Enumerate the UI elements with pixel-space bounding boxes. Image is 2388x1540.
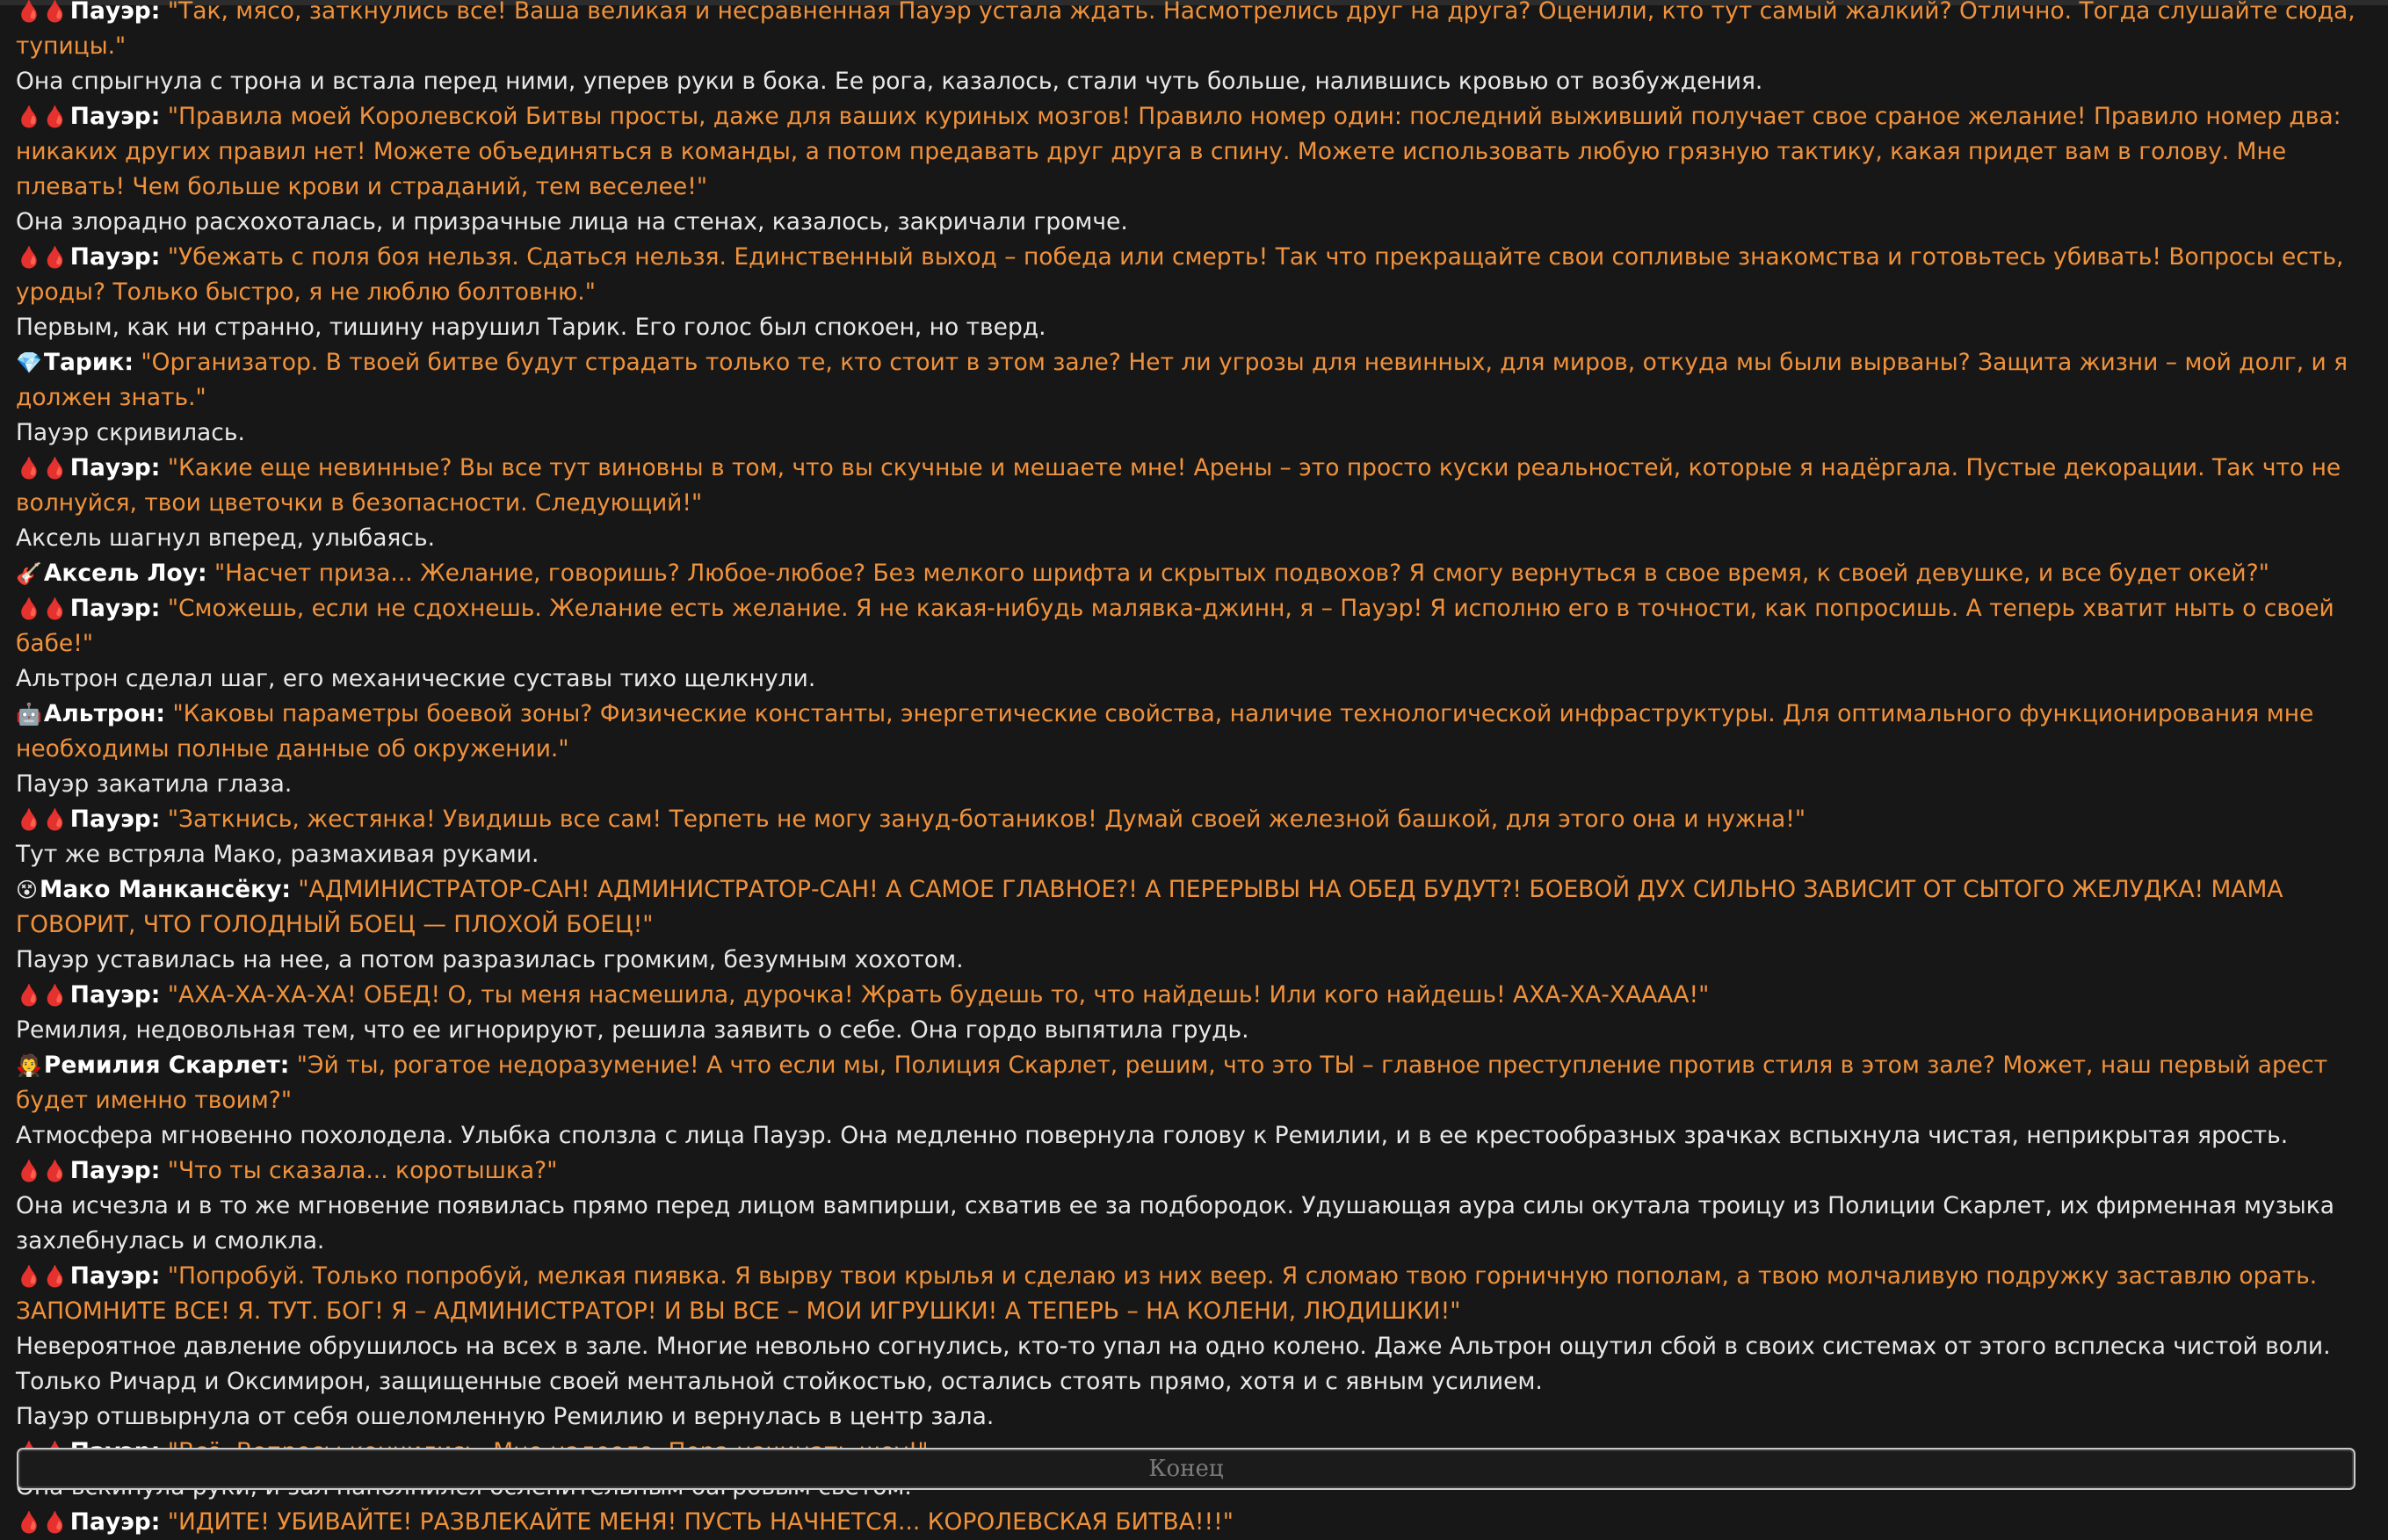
dialogue-line (16, 697, 2367, 767)
speaker-name: Пауэр: (69, 1157, 161, 1184)
character-emoji-icon: 🩸🩸 (16, 983, 69, 1008)
dialogue-line (16, 1259, 2367, 1329)
dialogue-text: "Сможешь, если не сдохнешь. Желание есть желание. Я не какая-нибудь малявка-джинн, я – Пауэр! Я исполню его в точности, как попросишь. А теперь хватит ныть о своей бабе!" (16, 595, 2334, 657)
dialogue-line (16, 802, 2367, 837)
speaker-name: Мако Манкансёку: (40, 876, 291, 903)
narration-text: Она злорадно расхохоталась, и призрачные лица на стенах, казалось, закричали громче. (16, 208, 1128, 235)
speaker-name: Пауэр: (69, 454, 161, 481)
dialogue-text: "Убежать с поля боя нельзя. Сдаться нельзя. Единственный выход – победа или смерть! Так что прекращайте свои сопливые знакомства и готовьтесь убивать! Вопросы есть, уроды? Только быстро, я не люблю болтовню." (16, 243, 2344, 306)
narration-text: Невероятное давление обрушилось на всех в зале. Многие невольно согнулись, кто-то упал на одно колено. Даже Альтрон ощутил сбой в своих системах от этого всплеска чистой воли. Только Ричард и Оксимирон, защищенные своей ментальной стойкостью, остались стоять прямо, хотя и с явным усилием. (16, 1333, 2331, 1395)
speaker-name: Пауэр: (69, 103, 161, 130)
narration-line (16, 1329, 2367, 1399)
narration-line (16, 1118, 2367, 1153)
character-emoji-icon: 🩸🩸 (16, 456, 69, 481)
narration-line (16, 416, 2367, 451)
speaker-name: Пауэр: (69, 595, 161, 622)
narration-text: Аксель шагнул вперед, улыбаясь. (16, 524, 435, 552)
narration-line (16, 1013, 2367, 1048)
narration-text: Она исчезла и в то же мгновение появилась прямо перед лицом вампирши, схватив ее за подбородок. Удушающая аура силы окутала троицу из Полиции Скарлет, их фирменная музыка захлебнулась и смолкла. (16, 1192, 2334, 1254)
narration-line (16, 64, 2367, 99)
dialogue-line (16, 591, 2367, 662)
dialogue-line (16, 1048, 2367, 1118)
narration-text: Она спрыгнула с трона и встала перед ними, уперев руки в бока. Ее рога, казалось, стали чуть больше, налившись кровью от возбуждения. (16, 68, 1763, 95)
character-emoji-icon: 🩸🩸 (16, 807, 69, 832)
character-emoji-icon: 🩸🩸 (16, 1510, 69, 1535)
speaker-name: Пауэр: (69, 1508, 161, 1536)
speaker-name: Ремилия Скарлет: (43, 1052, 290, 1079)
dialogue-line (16, 451, 2367, 521)
narration-text: Альтрон сделал шаг, его механические суставы тихо щелкнули. (16, 665, 816, 692)
dialogue-text: "Попробуй. Только попробуй, мелкая пиявка. Я вырву твои крылья и сделаю из них веер. Я сломаю твою горничную пополам, а твою молчаливую подружку заставлю орать. ЗАПОМНИТЕ ВСЕ! Я. ТУТ. БОГ! Я – АДМИНИСТРАТОР! И ВЫ ВСЕ – МОИ ИГРУШКИ! А ТЕПЕРЬ – НА КОЛЕНИ, ЛЮДИШКИ!" (16, 1262, 2318, 1325)
narration-line (16, 1189, 2367, 1259)
narration-line (16, 1399, 2367, 1435)
speaker-name: Пауэр: (69, 243, 161, 271)
dialogue-line (16, 1153, 2367, 1189)
speaker-name: Пауэр: (69, 0, 161, 25)
dialogue-text: "Организатор. В твоей битве будут страдать только те, кто стоит в этом зале? Нет ли угрозы для невинных, для миров, откуда мы были вырваны? Защита жизни – мой долг, и я должен знать." (16, 349, 2348, 411)
character-emoji-icon: 🩸🩸 (16, 0, 69, 24)
character-emoji-icon: 🩸🩸 (16, 245, 69, 270)
narration-line (16, 943, 2367, 978)
dialogue-text: "АХА-ХА-ХА-ХА! ОБЕД! О, ты меня насмешила, дурочка! Жрать будешь то, что найдешь! Или кого найдешь! АХА-ХА-ХАААА!" (167, 981, 1710, 1009)
character-emoji-icon: 🧛 (16, 1053, 42, 1078)
narration-text: Пауэр отшвырнула от себя ошеломленную Ремилию и вернулась в центр зала. (16, 1403, 995, 1430)
narration-line (16, 310, 2367, 345)
dialogue-line (16, 240, 2367, 310)
character-emoji-icon: 😵 (16, 878, 39, 902)
dialogue-text: "Заткнись, жестянка! Увидишь все сам! Терпеть не могу зануд-ботаников! Думай своей железной башкой, для этого она и нужна!" (167, 806, 1806, 833)
dialogue-text: "Насчет приза... Желание, говоришь? Любое-любое? Без мелкого шрифта и скрытых подвохов? Я смогу вернуться в свое время, к своей девушке, и все будет окей?" (213, 560, 2269, 587)
dialogue-line (16, 978, 2367, 1013)
narration-line (16, 767, 2367, 802)
narration-text: Пауэр закатила глаза. (16, 770, 293, 798)
narration-line (16, 837, 2367, 872)
speaker-name: Пауэр: (69, 806, 161, 833)
narration-line (16, 205, 2367, 240)
character-emoji-icon: 🎸 (16, 561, 42, 586)
dialogue-line (16, 99, 2367, 205)
narration-text: Пауэр скривилась. (16, 419, 245, 446)
character-emoji-icon: 💎 (16, 351, 42, 375)
narration-line (16, 521, 2367, 556)
dialogue-text: "Так, мясо, заткнулись все! Ваша великая и несравненная Пауэр устала ждать. Насмотрелись друг на друга? Оценили, кто тут самый жалкий? Отлично. Тогда слушайте сюда, тупицы." (16, 0, 2355, 60)
dialogue-text: "Каковы параметры боевой зоны? Физические константы, энергетические свойства, наличие технологической инфраструктуры. Для оптимального функционирования мне необходимы полные данные об окружении." (16, 700, 2314, 763)
character-emoji-icon: 🤖 (16, 702, 42, 727)
narration-text: Первым, как ни странно, тишину нарушил Тарик. Его голос был спокоен, но тверд. (16, 314, 1046, 341)
speaker-name: Пауэр: (69, 981, 161, 1009)
narration-text: Ремилия, недовольная тем, что ее игнорируют, решила заявить о себе. Она гордо выпятила грудь. (16, 1016, 1249, 1044)
narration-text: Атмосфера мгновенно похолодела. Улыбка сползла с лица Пауэр. Она медленно повернула голову к Ремилии, и в ее крестообразных зрачках вспыхнула чистая, неприкрытая ярость. (16, 1122, 2289, 1149)
dialogue-text: "АДМИНИСТРАТОР-САН! АДМИНИСТРАТОР-САН! А САМОЕ ГЛАВНОЕ?! А ПЕРЕРЫВЫ НА ОБЕД БУДУТ?! БОЕВОЙ ДУХ СИЛЬНО ЗАВИСИТ ОТ СЫТОГО ЖЕЛУДКА! МАМА ГОВОРИТ, ЧТО ГОЛОДНЫЙ БОЕЦ — ПЛОХОЙ БОЕЦ!" (16, 876, 2283, 938)
dialogue-line (16, 872, 2367, 943)
narration-text: Пауэр уставилась на нее, а потом разразилась громким, безумным хохотом. (16, 946, 964, 973)
story-log (16, 0, 2367, 1540)
dialogue-line (16, 345, 2367, 416)
narration-text: Тут же встряла Мако, размахивая руками. (16, 841, 539, 868)
character-emoji-icon: 🩸🩸 (16, 596, 69, 621)
dialogue-text: "Эй ты, рогатое недоразумение! А что если мы, Полиция Скарлет, решим, что это ТЫ – главное преступление против стиля в этом зале? Может, наш первый арест будет именно твоим?" (16, 1052, 2328, 1114)
dialogue-text: "Что ты сказала... коротышка?" (167, 1157, 558, 1184)
character-emoji-icon: 🩸🩸 (16, 105, 69, 129)
dialogue-line (16, 556, 2367, 591)
speaker-name: Пауэр: (69, 1262, 161, 1290)
end-button[interactable]: Конец (17, 1448, 2355, 1490)
dialogue-line (16, 1505, 2367, 1540)
speaker-name: Тарик: (43, 349, 134, 376)
dialogue-text: "ИДИТЕ! УБИВАЙТЕ! РАЗВЛЕКАЙТЕ МЕНЯ! ПУСТЬ НАЧНЕТСЯ... КОРОЛЕВСКАЯ БИТВА!!!" (167, 1508, 1234, 1536)
dialogue-text: "Правила моей Королевской Битвы просты, даже для ваших куриных мозгов! Правило номер один: последний выживший получает свое сраное желание! Правило номер два: никаких других правил нет! Можете объединяться в команды, а потом предавать друг друга в спину. Можете использовать любую грязную тактику, какая придет вам в голову. Мне плевать! Чем больше крови и страданий, тем веселее!" (16, 103, 2341, 200)
dialogue-line (16, 0, 2367, 64)
dialogue-text: "Какие еще невинные? Вы все тут виновны в том, что вы скучные и мешаете мне! Арены – это просто куски реальностей, которые я надёргала. Пустые декорации. Так что не волнуйся, твои цветочки в безопасности. Следующий!" (16, 454, 2341, 517)
narration-line (16, 662, 2367, 697)
speaker-name: Аксель Лоу: (43, 560, 207, 587)
character-emoji-icon: 🩸🩸 (16, 1159, 69, 1183)
speaker-name: Альтрон: (43, 700, 166, 727)
character-emoji-icon: 🩸🩸 (16, 1264, 69, 1289)
